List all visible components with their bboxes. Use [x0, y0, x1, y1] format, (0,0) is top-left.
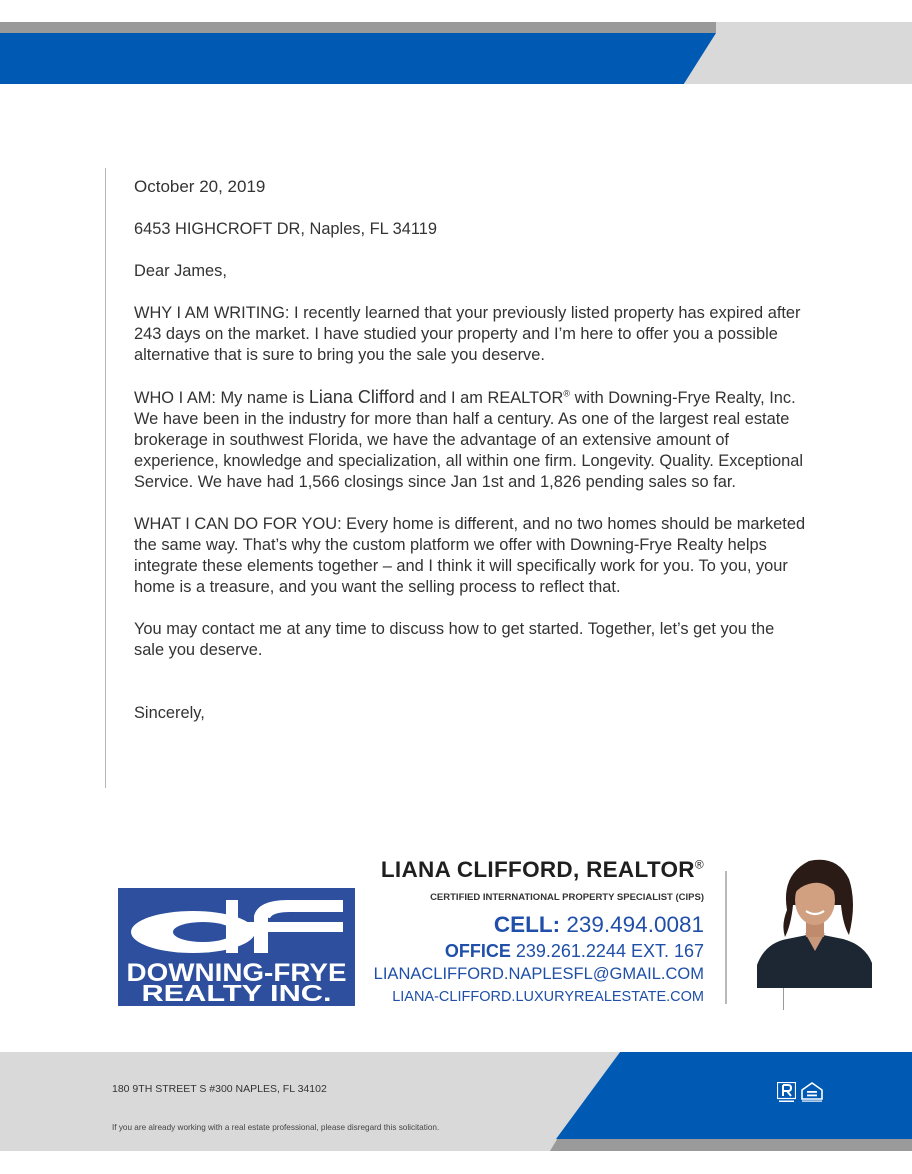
office-address: 180 9TH STREET S #300 NAPLES, FL 34102 — [112, 1083, 327, 1095]
cell-phone[interactable] — [494, 912, 704, 938]
closing: Sincerely, — [134, 704, 205, 722]
letter-body — [134, 176, 806, 745]
header-band-stripe — [0, 22, 716, 33]
photo-rule — [783, 988, 784, 1010]
office-phone[interactable] — [445, 941, 704, 962]
cell-label: CELL: — [493, 912, 561, 937]
company-logo — [118, 888, 355, 1006]
cell-number: 239.494.0081 — [566, 912, 704, 937]
equal-housing-icon — [801, 1082, 823, 1104]
agent-name — [381, 857, 704, 883]
agent-designation: CERTIFIED INTERNATIONAL PROPERTY SPECIALIST (CIPS) — [430, 892, 704, 903]
logo-mark-icon — [118, 888, 355, 1006]
agent-registered-mark: ® — [694, 857, 704, 872]
paragraph-why: WHY I AM WRITING: I recently learned that your previously listed property has expired after 243 days on the market. I have studied your property and I’m here to offer you a possible alternative that is sure to bring you the sale you deserve. — [134, 304, 801, 364]
agent-email-link[interactable]: LIANACLIFFORD.NAPLESFL@GMAIL.COM — [373, 965, 704, 983]
agent-name-inline: Liana Clifford — [308, 387, 415, 407]
recipient-address: 6453 HIGHCROFT DR, Naples, FL 34119 — [134, 220, 438, 238]
letter-date: October 20, 2019 — [134, 177, 266, 196]
agent-name-text: LIANA CLIFFORD, REALTOR — [380, 857, 695, 882]
office-number: 239.261.2244 EXT. 167 — [515, 941, 704, 961]
office-label: OFFICE — [444, 941, 511, 961]
footer-band-stripe — [550, 1139, 912, 1151]
paragraph-who-rest: with Downing-Frye Realty, Inc. We have been in the industry for more than half a century. As one of the largest real estate brokerage in southwest Florida, we have the advantage of an extensive amount of experience, knowledge and specialization, all within one firm. Longevity. Quality. Exceptional Service. We have had 1,566 closings since Jan 1st and 1,826 pending sales so far. — [134, 389, 804, 491]
agent-portrait-icon — [757, 855, 872, 988]
disclaimer: If you are already working with a real estate professional, please disregard this solicitation. — [112, 1123, 440, 1132]
logo-line2: REALTY INC. — [141, 980, 332, 1006]
agent-website-link[interactable]: LIANA-CLIFFORD.LUXURYREALESTATE.COM — [392, 989, 704, 1005]
paragraph-who — [134, 387, 806, 493]
paragraph-what: WHAT I CAN DO FOR YOU: Every home is different, and no two homes should be marketed the same way. That’s why the custom platform we offer with Downing-Frye Realty helps integrate these elements together – and I think it will specifically work for you. To you, your home is a treasure, and you want the selling process to reflect that. — [134, 515, 806, 596]
paragraph-who-mid: and I am REALTOR — [414, 389, 564, 407]
header-band-blue — [0, 33, 716, 84]
signature-divider — [725, 871, 727, 1004]
realtor-logo-icon — [777, 1082, 796, 1104]
greeting: Dear James, — [134, 262, 227, 280]
paragraph-contact: You may contact me at any time to discuss how to get started. Together, let’s get you the sale you deserve. — [134, 620, 775, 659]
letter-margin-rule — [105, 168, 106, 788]
logo-line1: DOWNING-FRYE — [126, 959, 347, 987]
registered-mark: ® — [563, 388, 571, 399]
agent-photo — [757, 855, 872, 988]
paragraph-who-intro: WHO I AM: My name is — [134, 389, 309, 407]
